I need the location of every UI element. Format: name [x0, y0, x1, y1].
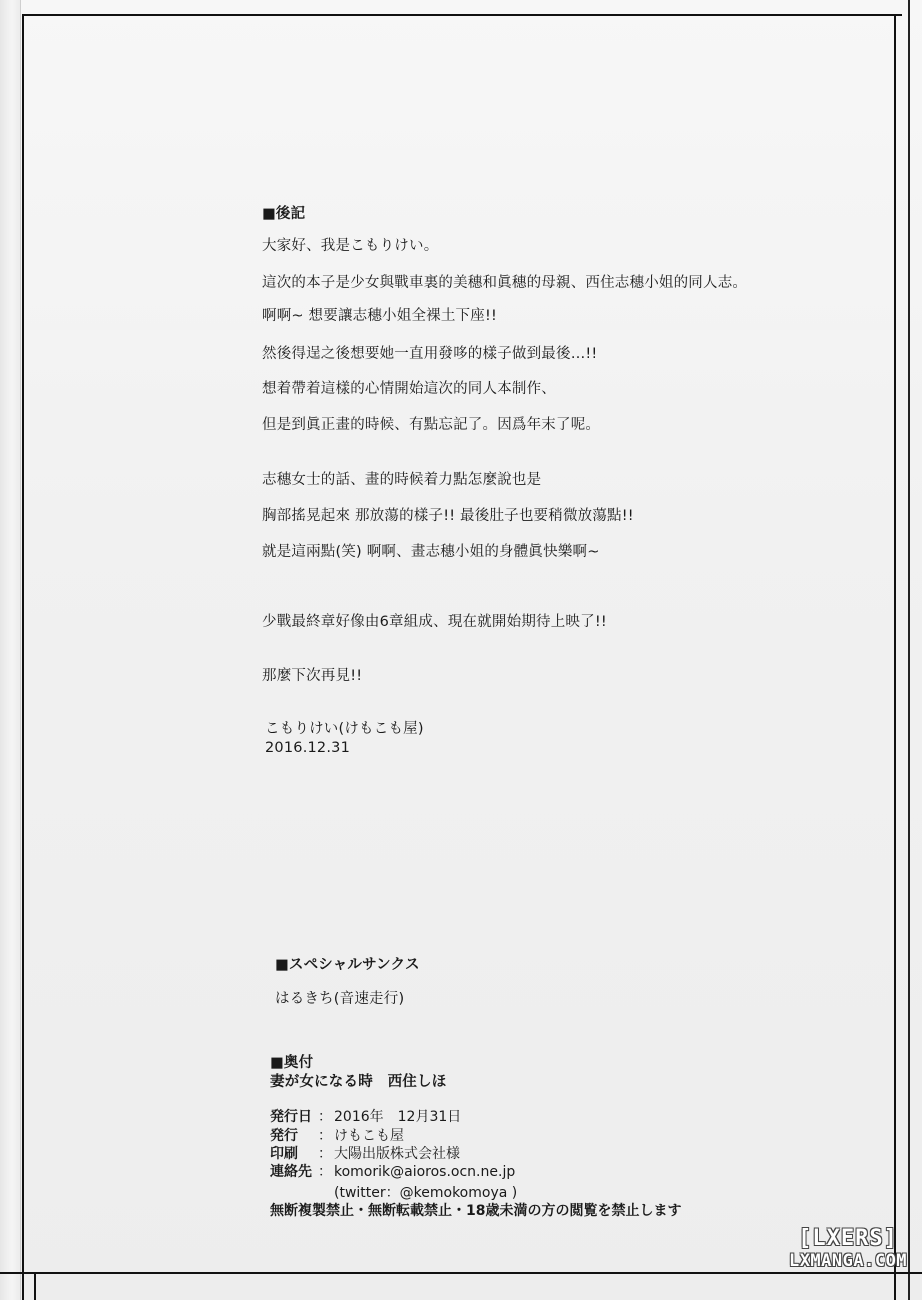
colophon-row-contact [270, 1164, 515, 1181]
colophon-value: けもこも屋 [334, 1128, 404, 1144]
colophon-label: 印刷 [270, 1146, 298, 1162]
colophon-notice: 無断複製禁止・無断転載禁止・18歳未満の方の閲覧を禁止します [270, 1203, 682, 1219]
special-thanks-name: はるきち(音速走行) [275, 991, 405, 1007]
watermark-bottom-text: LXMANGA.COM [788, 1251, 908, 1271]
colophon-contact-email: komorik@aioros.ocn.ne.jp [334, 1164, 516, 1180]
colophon-value: 大陽出版株式会社様 [334, 1146, 460, 1162]
afterword-line: 志穗女士的話、畫的時候着力點怎麼說也是 [262, 472, 542, 488]
afterword-line: 但是到眞正畫的時候、有點忘記了。因爲年末了呢。 [262, 417, 601, 433]
afterword-line: 胸部搖晃起來 那放蕩的樣子!! 最後肚子也要稍微放蕩點!! [262, 508, 634, 524]
afterword-line: 想着帶着這樣的心情開始這次的同人本制作、 [262, 381, 556, 397]
frame-line-left [22, 14, 24, 1300]
afterword-date: 2016.12.31 [265, 740, 351, 756]
colophon-value: 2016年 12月31日 [334, 1109, 462, 1125]
frame-line-right [894, 14, 896, 1300]
afterword-line: 就是這兩點(笑) 啊啊、畫志穗小姐的身體眞快樂啊~ [262, 544, 600, 560]
colophon-separator: ： [318, 1128, 332, 1144]
colophon-title: 妻が女になる時 西住しほ [270, 1074, 447, 1090]
watermark-logo [788, 1226, 908, 1271]
colophon-separator: ： [318, 1164, 332, 1180]
page-left-edge [0, 0, 21, 1300]
frame-bottom-tick [34, 1272, 36, 1300]
afterword-heading: ■後記 [262, 206, 306, 222]
colophon-twitter: (twitter：@kemokomoya ) [334, 1185, 518, 1201]
colophon-separator: ： [318, 1146, 332, 1162]
colophon-separator: ： [318, 1109, 332, 1125]
afterword-line: 啊啊~ 想要讓志穗小姐全裸土下座!! [262, 308, 497, 324]
frame-line-top [22, 14, 902, 16]
colophon-label: 発行 [270, 1128, 298, 1144]
colophon-row-publisher [270, 1128, 404, 1145]
colophon-heading: ■奥付 [270, 1055, 314, 1071]
colophon-row-issue-date [270, 1109, 461, 1126]
colophon-label: 発行日 [270, 1109, 312, 1125]
colophon-label: 連絡先 [270, 1164, 312, 1180]
afterword-signature: こもりけい(けもこも屋) [265, 721, 424, 737]
watermark-top-text: [LXERS] [798, 1226, 898, 1251]
afterword-line: 然後得逞之後想要她一直用發哆的樣子做到最後…!! [262, 346, 598, 362]
afterword-line: 少戰最終章好像由6章組成、現在就開始期待上映了!! [262, 614, 607, 630]
colophon-row-printer [270, 1146, 460, 1163]
afterword-line: 大家好、我是こもりけい。 [262, 238, 439, 254]
afterword-line: 這次的本子是少女與戰車裏的美穗和眞穗的母親、西住志穗小姐的同人志。 [262, 275, 748, 291]
special-thanks-heading: ■スペシャルサンクス [275, 957, 420, 973]
frame-line-bottom [0, 1272, 922, 1274]
frame-line-right-outer [908, 0, 910, 1300]
afterword-line: 那麼下次再見!! [262, 668, 363, 684]
